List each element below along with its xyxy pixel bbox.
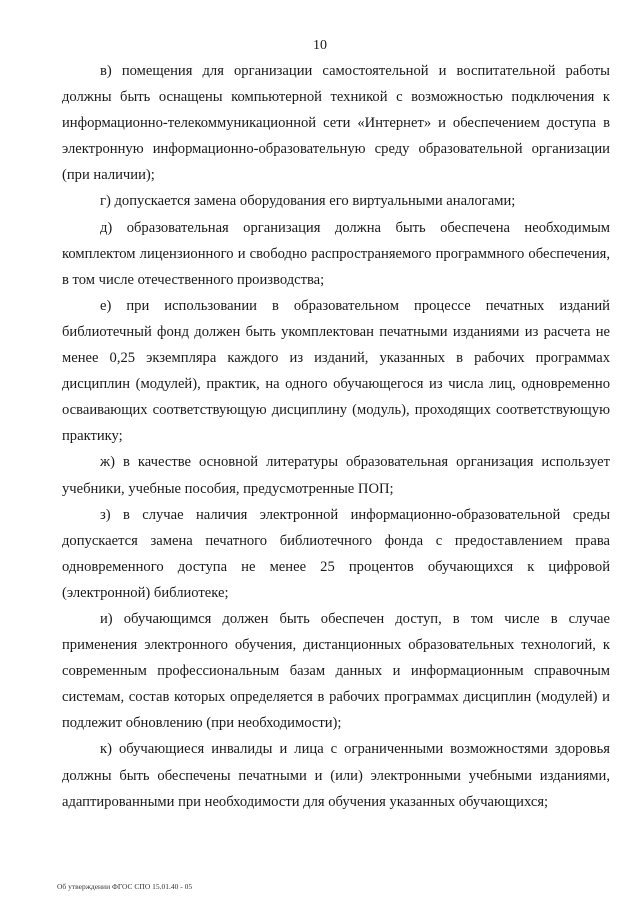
paragraph-e: е) при использовании в образовательном процессе печатных изданий библиотечный фонд должен быть укомплектован печатными изданиями из расчета не менее 0,25 экземпляра каждого из изданий, указанных в рабочих программах дисциплин (модулей), практик, на одного обучающегося из числа лиц, одновременно осваивающих соответствующую дисциплину (модуль), проходящих соответствующую практику; [62,297,610,445]
paragraph-d: д) образовательная организация должна быть обеспечена необходимым комплектом лицензионного и свободно распространяемого программного обеспечения, в том числе отечественного производства; [62,219,610,288]
paragraph-zh: ж) в качестве основной литературы образовательная организация использует учебники, учебные пособия, предусмотренные ПОП; [62,454,610,497]
paragraph-v: в) помещения для организации самостоятельной и воспитательной работы должны быть оснащены компьютерной техникой с возможностью подключения к информационно-телекоммуникационной сети «Интернет» и обеспечением доступа в электронную информационно-образовательную среду образовательной организации (при наличии); [62,63,610,184]
page-number: 10 [313,38,327,53]
paragraph-z: з) в случае наличия электронной информационно-образовательной среды допускается замена печатного библиотечного фонда с предоставлением права одновременного доступа не менее 25 процентов обучающихся к цифровой (электронной) библиотеке; [62,506,610,601]
paragraph-i: и) обучающимся должен быть обеспечен доступ, в том числе в случае применения электронного обучения, дистанционных образовательных технологий, к современным профессиональным базам данных и информационным справочным системам, состав которых определяется в рабочих программах дисциплин (модулей) и подлежит обновлению (при необходимости); [62,610,610,732]
paragraph-g: г) допускается замена оборудования его виртуальными аналогами; [100,193,516,210]
paragraph-k: к) обучающиеся инвалиды и лица с ограниченными возможностями здоровья должны быть обеспечены печатными и (или) электронными учебными изданиями, адаптированными при необходимости для обучения указанных обучающихся; [62,741,610,810]
document-body [62,58,610,815]
page-footer: Об утверждении ФГОС СПО 15.01.40 - 05 [57,882,193,891]
